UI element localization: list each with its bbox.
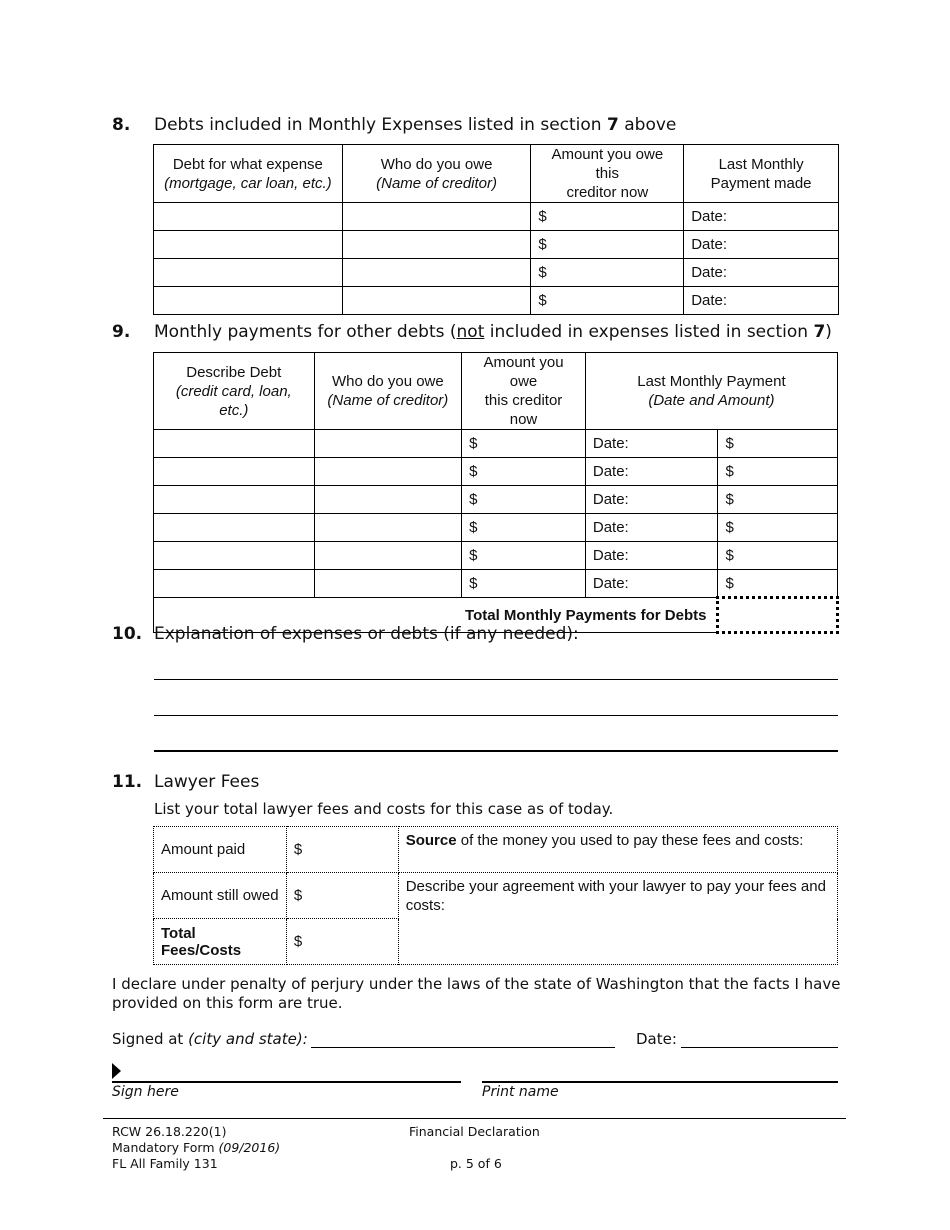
date-field[interactable]: Date: [585,458,718,486]
total-monthly-payments-label: Total Monthly Payments for Debts [154,598,718,633]
lawyer-fees-instruction: List your total lawyer fees and costs for this case as of today. [154,800,614,818]
section-10-title: Explanation of expenses or debts (if any needed): [154,624,579,644]
creditor-field[interactable] [342,231,531,259]
amount-field[interactable]: $ [462,570,586,598]
header-debt-expense: Debt for what expense (mortgage, car loan, etc.) [154,145,343,203]
table-row [154,203,839,231]
amount-field[interactable]: $ [531,231,684,259]
table-row [154,486,838,514]
amount-field[interactable]: $ [462,486,586,514]
date-field[interactable]: Date: [585,514,718,542]
creditor-field[interactable] [314,430,462,458]
header-describe-debt: Describe Debt (credit card, loan, etc.) [154,353,315,430]
describe-debt-field[interactable] [154,570,315,598]
debt-expense-field[interactable] [154,231,343,259]
header-last-payment: Last Monthly Payment (Date and Amount) [585,353,837,430]
amount-owed-field[interactable]: $ [286,873,398,919]
amount-owed-label: Amount still owed [154,873,287,919]
amount-field[interactable]: $ [462,458,586,486]
mandatory-form: Mandatory Form (09/2016) [112,1140,281,1155]
section-11-number: 11. [112,772,143,792]
agreement-field[interactable]: Describe your agreement with your lawyer to pay your fees and costs: [398,873,837,965]
page-number: p. 5 of 6 [450,1156,502,1171]
section-10-number: 10. [112,624,143,644]
payment-amount-field[interactable]: $ [718,570,838,598]
date-field[interactable]: Date: [684,259,839,287]
date-field[interactable]: Date: [585,486,718,514]
rcw-citation: RCW 26.18.220(1) [112,1124,227,1139]
describe-debt-field[interactable] [154,430,315,458]
lawyer-fees-table [153,826,838,965]
table-row [154,430,838,458]
creditor-field[interactable] [314,458,462,486]
table-row [154,259,839,287]
header-amount-owe: Amount you owe this creditor now [462,353,586,430]
total-fees-field[interactable]: $ [286,919,398,965]
table-row [154,458,838,486]
amount-field[interactable]: $ [462,514,586,542]
describe-debt-field[interactable] [154,486,315,514]
form-id: FL All Family 131 [112,1156,218,1171]
footer-left [112,1124,280,1172]
date-field[interactable]: Date: [684,231,839,259]
print-name-label: Print name [482,1084,559,1100]
date-field[interactable] [681,1047,838,1048]
creditor-field[interactable] [342,287,531,315]
date-field[interactable]: Date: [684,203,839,231]
payment-amount-field[interactable]: $ [718,542,838,570]
other-debts-table [153,352,839,634]
perjury-declaration: I declare under penalty of perjury under the laws of the state of Washington that the facts I have provided on this form are true. [112,975,841,1012]
header-last-payment: Last Monthly Payment made [684,145,839,203]
amount-field[interactable]: $ [462,542,586,570]
date-field[interactable]: Date: [684,287,839,315]
header-who-owe: Who do you owe (Name of creditor) [342,145,531,203]
debt-expense-field[interactable] [154,203,343,231]
table-header-row [154,353,838,430]
date-field[interactable]: Date: [585,570,718,598]
date-field[interactable]: Date: [585,542,718,570]
table-header-row [154,145,839,203]
section-9-number: 9. [112,322,131,342]
creditor-field[interactable] [314,514,462,542]
section-11-title: Lawyer Fees [154,772,260,792]
table-row [154,231,839,259]
signature-field[interactable] [112,1081,461,1083]
payment-amount-field[interactable]: $ [718,458,838,486]
describe-debt-field[interactable] [154,458,315,486]
date-label: Date: [636,1030,677,1048]
explanation-line-3[interactable] [154,750,838,752]
payment-amount-field[interactable]: $ [718,430,838,458]
explanation-line-2[interactable] [154,715,838,716]
amount-field[interactable]: $ [531,203,684,231]
payment-amount-field[interactable]: $ [718,486,838,514]
table-row [154,542,838,570]
describe-debt-field[interactable] [154,542,315,570]
debt-expense-field[interactable] [154,259,343,287]
payment-amount-field[interactable]: $ [718,514,838,542]
total-fees-label: Total Fees/Costs [154,919,287,965]
print-name-field[interactable] [482,1081,838,1083]
signed-at-field[interactable] [311,1047,615,1048]
debts-in-expenses-table [153,144,839,315]
table-row [154,514,838,542]
signed-at-label: Signed at (city and state): [112,1030,308,1048]
describe-debt-field[interactable] [154,514,315,542]
sign-here-arrow-icon [112,1063,121,1079]
amount-field[interactable]: $ [531,259,684,287]
section-9-title: Monthly payments for other debts (not included in expenses listed in section 7) [154,322,832,342]
explanation-line-1[interactable] [154,679,838,680]
date-field[interactable]: Date: [585,430,718,458]
creditor-field[interactable] [314,542,462,570]
total-monthly-payments-field[interactable] [718,598,838,633]
amount-paid-field[interactable]: $ [286,827,398,873]
table-row [154,287,839,315]
source-of-money-field[interactable]: Source of the money you used to pay these fees and costs: [398,827,837,873]
sign-here-label: Sign here [112,1084,179,1100]
header-who-owe: Who do you owe (Name of creditor) [314,353,462,430]
creditor-field[interactable] [342,259,531,287]
section-8-title: Debts included in Monthly Expenses listed in section 7 above [154,115,677,135]
section-8-number: 8. [112,115,131,135]
footer-divider [103,1118,846,1119]
form-title: Financial Declaration [409,1124,540,1139]
amount-paid-label: Amount paid [154,827,287,873]
creditor-field[interactable] [342,203,531,231]
creditor-field[interactable] [314,570,462,598]
amount-field[interactable]: $ [531,287,684,315]
creditor-field[interactable] [314,486,462,514]
amount-field[interactable]: $ [462,430,586,458]
table-row [154,570,838,598]
debt-expense-field[interactable] [154,287,343,315]
header-amount-owe: Amount you owe this creditor now [531,145,684,203]
